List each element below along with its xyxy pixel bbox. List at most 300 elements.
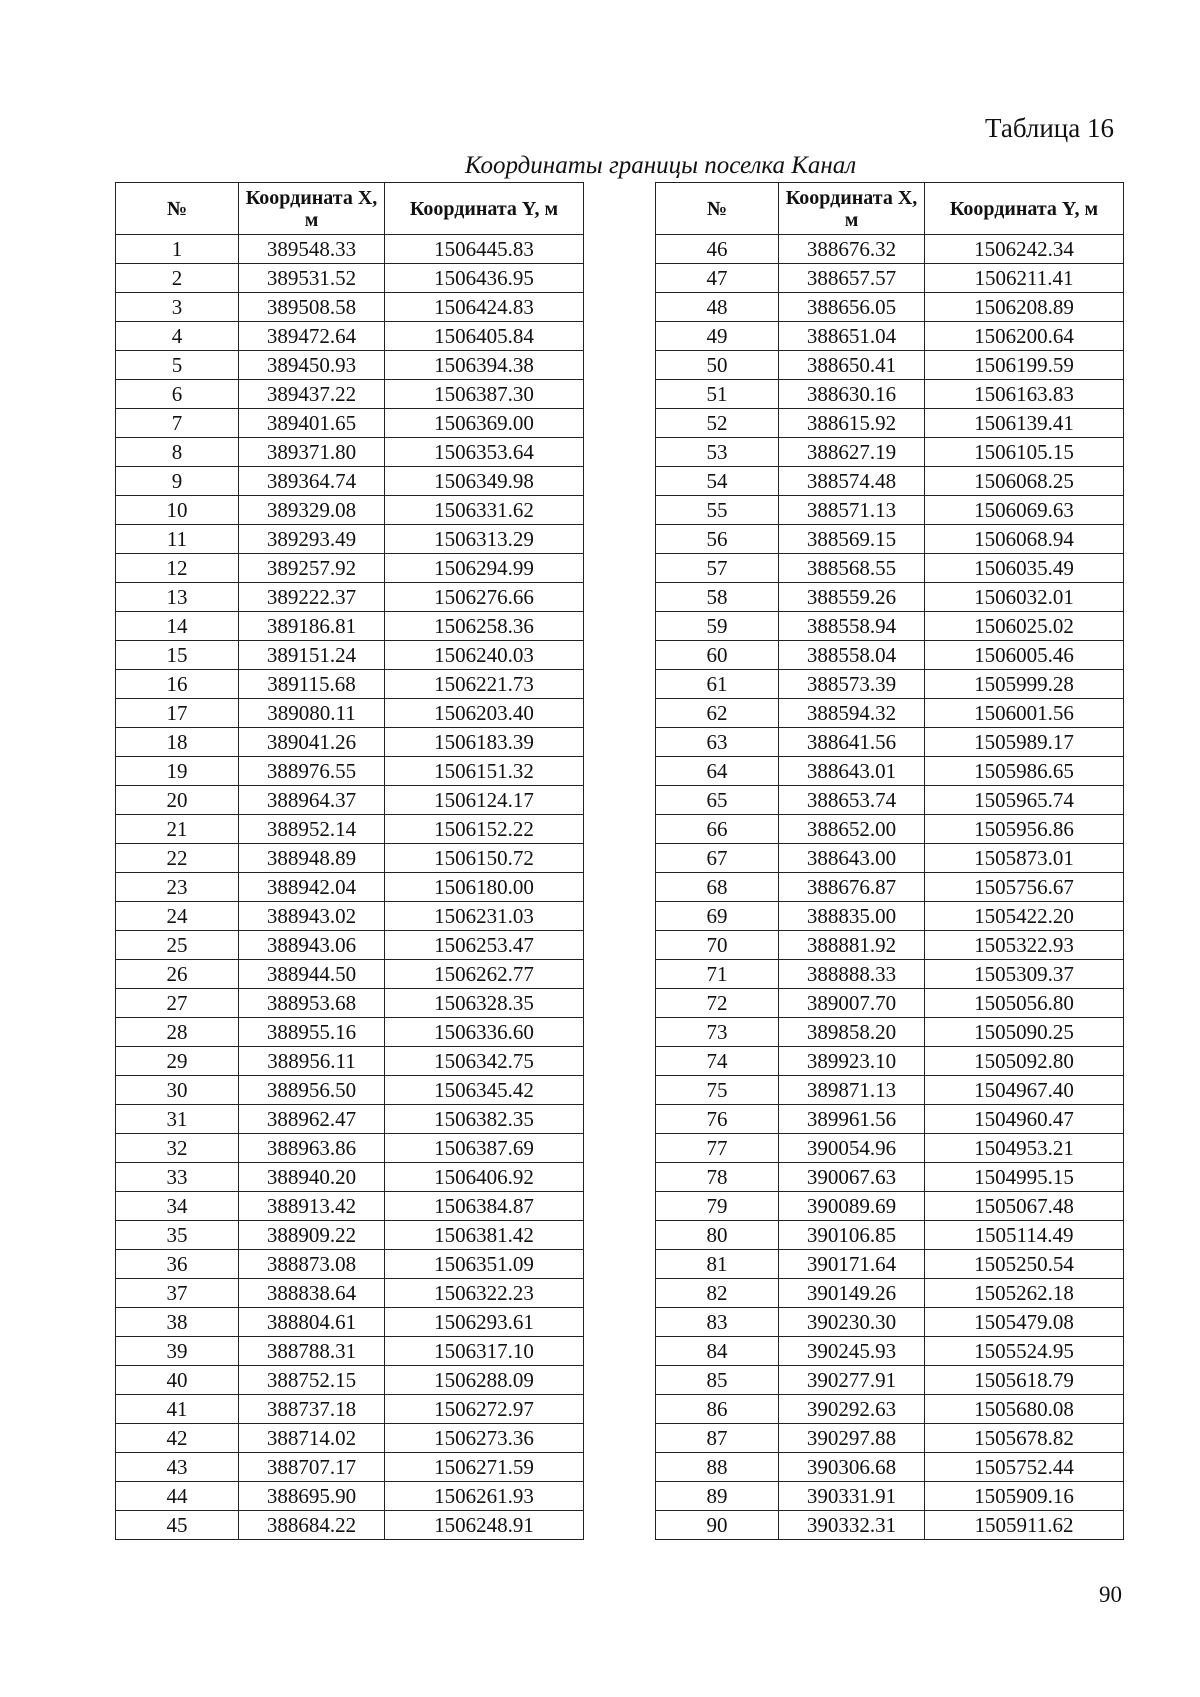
table-row xyxy=(656,1105,1124,1134)
table-row xyxy=(116,235,584,264)
cell-y: 1506313.29 xyxy=(385,525,584,554)
cell-number: 76 xyxy=(656,1105,779,1134)
cell-x: 388653.74 xyxy=(779,786,925,815)
cell-x: 390292.63 xyxy=(779,1395,925,1424)
cell-y: 1506180.00 xyxy=(385,873,584,902)
cell-number: 47 xyxy=(656,264,779,293)
cell-x: 388574.48 xyxy=(779,467,925,496)
cell-y: 1506068.25 xyxy=(925,467,1124,496)
cell-y: 1506221.73 xyxy=(385,670,584,699)
column-header-x: Координата X, м xyxy=(779,183,925,235)
cell-y: 1505911.62 xyxy=(925,1511,1124,1540)
table-row xyxy=(656,322,1124,351)
cell-number: 61 xyxy=(656,670,779,699)
cell-y: 1506199.59 xyxy=(925,351,1124,380)
cell-number: 85 xyxy=(656,1366,779,1395)
cell-y: 1506288.09 xyxy=(385,1366,584,1395)
table-row xyxy=(116,1279,584,1308)
cell-x: 389508.58 xyxy=(239,293,385,322)
cell-number: 25 xyxy=(116,931,239,960)
cell-x: 388956.11 xyxy=(239,1047,385,1076)
cell-x: 389007.70 xyxy=(779,989,925,1018)
cell-number: 37 xyxy=(116,1279,239,1308)
table-row xyxy=(656,1163,1124,1192)
table-row xyxy=(116,351,584,380)
cell-y: 1506139.41 xyxy=(925,409,1124,438)
table-row xyxy=(116,1337,584,1366)
cell-x: 389923.10 xyxy=(779,1047,925,1076)
cell-number: 64 xyxy=(656,757,779,786)
table-row xyxy=(116,757,584,786)
cell-y: 1506231.03 xyxy=(385,902,584,931)
table-row xyxy=(116,1047,584,1076)
cell-x: 388559.26 xyxy=(779,583,925,612)
table-row xyxy=(656,1250,1124,1279)
table-row xyxy=(116,989,584,1018)
table-row xyxy=(656,1047,1124,1076)
coordinates-table-left xyxy=(115,182,584,1540)
cell-y: 1506150.72 xyxy=(385,844,584,873)
cell-number: 36 xyxy=(116,1250,239,1279)
cell-number: 26 xyxy=(116,960,239,989)
cell-x: 390297.88 xyxy=(779,1424,925,1453)
table-row xyxy=(656,873,1124,902)
cell-number: 46 xyxy=(656,235,779,264)
table-row xyxy=(116,1511,584,1540)
table-row xyxy=(116,554,584,583)
table-row xyxy=(656,1134,1124,1163)
table-row xyxy=(116,1482,584,1511)
cell-y: 1505680.08 xyxy=(925,1395,1124,1424)
cell-y: 1506105.15 xyxy=(925,438,1124,467)
table-row xyxy=(116,1105,584,1134)
cell-x: 388657.57 xyxy=(779,264,925,293)
table-row xyxy=(656,1395,1124,1424)
table-row xyxy=(656,641,1124,670)
cell-y: 1506069.63 xyxy=(925,496,1124,525)
cell-x: 388714.02 xyxy=(239,1424,385,1453)
cell-x: 388571.13 xyxy=(779,496,925,525)
cell-y: 1504967.40 xyxy=(925,1076,1124,1105)
table-row xyxy=(656,293,1124,322)
cell-x: 388569.15 xyxy=(779,525,925,554)
cell-y: 1506353.64 xyxy=(385,438,584,467)
cell-number: 48 xyxy=(656,293,779,322)
table-row xyxy=(656,786,1124,815)
cell-x: 388956.50 xyxy=(239,1076,385,1105)
cell-number: 16 xyxy=(116,670,239,699)
cell-number: 50 xyxy=(656,351,779,380)
cell-number: 67 xyxy=(656,844,779,873)
cell-y: 1505989.17 xyxy=(925,728,1124,757)
cell-number: 63 xyxy=(656,728,779,757)
cell-x: 390106.85 xyxy=(779,1221,925,1250)
cell-y: 1506272.97 xyxy=(385,1395,584,1424)
cell-x: 388976.55 xyxy=(239,757,385,786)
cell-number: 33 xyxy=(116,1163,239,1192)
table-row xyxy=(116,409,584,438)
cell-y: 1506163.83 xyxy=(925,380,1124,409)
table-row xyxy=(656,960,1124,989)
cell-x: 389080.11 xyxy=(239,699,385,728)
table-row xyxy=(116,467,584,496)
cell-y: 1505986.65 xyxy=(925,757,1124,786)
cell-number: 71 xyxy=(656,960,779,989)
cell-y: 1506248.91 xyxy=(385,1511,584,1540)
cell-number: 24 xyxy=(116,902,239,931)
cell-x: 390245.93 xyxy=(779,1337,925,1366)
cell-number: 17 xyxy=(116,699,239,728)
cell-x: 388955.16 xyxy=(239,1018,385,1047)
coordinates-table-right xyxy=(655,182,1124,1540)
cell-y: 1505250.54 xyxy=(925,1250,1124,1279)
column-header-number: № xyxy=(116,183,239,235)
table-row xyxy=(656,554,1124,583)
cell-number: 27 xyxy=(116,989,239,1018)
cell-y: 1504995.15 xyxy=(925,1163,1124,1192)
cell-number: 69 xyxy=(656,902,779,931)
cell-y: 1506242.34 xyxy=(925,235,1124,264)
cell-x: 389871.13 xyxy=(779,1076,925,1105)
cell-x: 388656.05 xyxy=(779,293,925,322)
cell-y: 1506351.09 xyxy=(385,1250,584,1279)
cell-number: 3 xyxy=(116,293,239,322)
cell-x: 389329.08 xyxy=(239,496,385,525)
table-row xyxy=(656,525,1124,554)
table-caption: Координаты границы поселка Канал xyxy=(464,152,857,179)
cell-number: 54 xyxy=(656,467,779,496)
table-row xyxy=(116,1076,584,1105)
cell-x: 388964.37 xyxy=(239,786,385,815)
cell-y: 1506322.23 xyxy=(385,1279,584,1308)
cell-number: 11 xyxy=(116,525,239,554)
cell-x: 388630.16 xyxy=(779,380,925,409)
cell-y: 1506293.61 xyxy=(385,1308,584,1337)
table-row xyxy=(656,699,1124,728)
table-row xyxy=(656,902,1124,931)
cell-x: 390149.26 xyxy=(779,1279,925,1308)
cell-y: 1505909.16 xyxy=(925,1482,1124,1511)
cell-y: 1505262.18 xyxy=(925,1279,1124,1308)
cell-number: 20 xyxy=(116,786,239,815)
cell-number: 53 xyxy=(656,438,779,467)
table-row xyxy=(656,612,1124,641)
cell-number: 34 xyxy=(116,1192,239,1221)
cell-number: 10 xyxy=(116,496,239,525)
cell-y: 1505479.08 xyxy=(925,1308,1124,1337)
cell-y: 1506436.95 xyxy=(385,264,584,293)
cell-x: 388627.19 xyxy=(779,438,925,467)
cell-x: 388835.00 xyxy=(779,902,925,931)
cell-y: 1506151.32 xyxy=(385,757,584,786)
cell-number: 49 xyxy=(656,322,779,351)
cell-number: 80 xyxy=(656,1221,779,1250)
table-row xyxy=(116,815,584,844)
table-row xyxy=(656,1279,1124,1308)
cell-number: 73 xyxy=(656,1018,779,1047)
cell-number: 21 xyxy=(116,815,239,844)
cell-y: 1505114.49 xyxy=(925,1221,1124,1250)
cell-number: 39 xyxy=(116,1337,239,1366)
cell-number: 38 xyxy=(116,1308,239,1337)
cell-y: 1505756.67 xyxy=(925,873,1124,902)
cell-x: 388909.22 xyxy=(239,1221,385,1250)
cell-number: 31 xyxy=(116,1105,239,1134)
cell-y: 1506035.49 xyxy=(925,554,1124,583)
table-row xyxy=(116,1018,584,1047)
cell-x: 388643.00 xyxy=(779,844,925,873)
cell-y: 1506445.83 xyxy=(385,235,584,264)
table-header-row xyxy=(656,183,1124,235)
table-row xyxy=(656,409,1124,438)
cell-y: 1506405.84 xyxy=(385,322,584,351)
table-row xyxy=(116,873,584,902)
cell-number: 59 xyxy=(656,612,779,641)
table-row xyxy=(656,467,1124,496)
cell-y: 1506152.22 xyxy=(385,815,584,844)
table-row xyxy=(656,1221,1124,1250)
cell-y: 1506258.36 xyxy=(385,612,584,641)
cell-x: 388695.90 xyxy=(239,1482,385,1511)
cell-y: 1506331.62 xyxy=(385,496,584,525)
table-row xyxy=(656,1482,1124,1511)
cell-y: 1506001.56 xyxy=(925,699,1124,728)
cell-number: 70 xyxy=(656,931,779,960)
cell-number: 72 xyxy=(656,989,779,1018)
cell-number: 42 xyxy=(116,1424,239,1453)
table-row xyxy=(656,728,1124,757)
cell-y: 1506262.77 xyxy=(385,960,584,989)
cell-number: 87 xyxy=(656,1424,779,1453)
cell-y: 1506382.35 xyxy=(385,1105,584,1134)
cell-x: 388881.92 xyxy=(779,931,925,960)
cell-number: 35 xyxy=(116,1221,239,1250)
cell-y: 1506183.39 xyxy=(385,728,584,757)
cell-x: 388940.20 xyxy=(239,1163,385,1192)
cell-x: 390332.31 xyxy=(779,1511,925,1540)
cell-y: 1505422.20 xyxy=(925,902,1124,931)
table-row xyxy=(656,351,1124,380)
table-row xyxy=(116,1308,584,1337)
cell-x: 388573.39 xyxy=(779,670,925,699)
cell-y: 1506387.30 xyxy=(385,380,584,409)
cell-x: 388615.92 xyxy=(779,409,925,438)
table-row xyxy=(116,728,584,757)
cell-y: 1506345.42 xyxy=(385,1076,584,1105)
cell-number: 32 xyxy=(116,1134,239,1163)
cell-y: 1506261.93 xyxy=(385,1482,584,1511)
table-row xyxy=(656,235,1124,264)
table-header-row xyxy=(116,183,584,235)
cell-x: 388558.04 xyxy=(779,641,925,670)
table-row xyxy=(116,1366,584,1395)
cell-number: 52 xyxy=(656,409,779,438)
cell-x: 388888.33 xyxy=(779,960,925,989)
cell-number: 8 xyxy=(116,438,239,467)
cell-y: 1506203.40 xyxy=(385,699,584,728)
cell-x: 388962.47 xyxy=(239,1105,385,1134)
cell-y: 1506394.38 xyxy=(385,351,584,380)
table-row xyxy=(656,496,1124,525)
cell-number: 44 xyxy=(116,1482,239,1511)
table-row xyxy=(116,322,584,351)
cell-x: 388643.01 xyxy=(779,757,925,786)
cell-y: 1506271.59 xyxy=(385,1453,584,1482)
table-row xyxy=(656,583,1124,612)
cell-x: 388737.18 xyxy=(239,1395,385,1424)
cell-y: 1505090.25 xyxy=(925,1018,1124,1047)
table-row xyxy=(116,902,584,931)
cell-number: 43 xyxy=(116,1453,239,1482)
cell-x: 388838.64 xyxy=(239,1279,385,1308)
page-number: 90 xyxy=(1099,1582,1122,1607)
table-row xyxy=(116,699,584,728)
table-row xyxy=(656,989,1124,1018)
cell-y: 1506032.01 xyxy=(925,583,1124,612)
cell-x: 388676.87 xyxy=(779,873,925,902)
cell-number: 5 xyxy=(116,351,239,380)
cell-y: 1506005.46 xyxy=(925,641,1124,670)
table-row xyxy=(116,496,584,525)
cell-number: 77 xyxy=(656,1134,779,1163)
cell-y: 1505956.86 xyxy=(925,815,1124,844)
cell-x: 390067.63 xyxy=(779,1163,925,1192)
table-row xyxy=(116,786,584,815)
cell-x: 388942.04 xyxy=(239,873,385,902)
cell-x: 390230.30 xyxy=(779,1308,925,1337)
cell-number: 79 xyxy=(656,1192,779,1221)
cell-y: 1505309.37 xyxy=(925,960,1124,989)
cell-y: 1505965.74 xyxy=(925,786,1124,815)
cell-number: 2 xyxy=(116,264,239,293)
cell-y: 1506328.35 xyxy=(385,989,584,1018)
table-row xyxy=(116,960,584,989)
table-row xyxy=(656,815,1124,844)
cell-x: 389437.22 xyxy=(239,380,385,409)
cell-x: 388952.14 xyxy=(239,815,385,844)
cell-x: 390306.68 xyxy=(779,1453,925,1482)
cell-x: 388913.42 xyxy=(239,1192,385,1221)
cell-x: 389293.49 xyxy=(239,525,385,554)
cell-number: 41 xyxy=(116,1395,239,1424)
cell-x: 389115.68 xyxy=(239,670,385,699)
table-row xyxy=(656,380,1124,409)
cell-number: 29 xyxy=(116,1047,239,1076)
table-row xyxy=(116,1192,584,1221)
cell-y: 1506369.00 xyxy=(385,409,584,438)
table-row xyxy=(116,438,584,467)
cell-y: 1506406.92 xyxy=(385,1163,584,1192)
table-row xyxy=(116,612,584,641)
table-row xyxy=(116,293,584,322)
cell-x: 388873.08 xyxy=(239,1250,385,1279)
cell-x: 388943.06 xyxy=(239,931,385,960)
cell-number: 4 xyxy=(116,322,239,351)
table-row xyxy=(116,264,584,293)
table-row xyxy=(656,931,1124,960)
cell-number: 15 xyxy=(116,641,239,670)
cell-x: 388558.94 xyxy=(779,612,925,641)
cell-y: 1506208.89 xyxy=(925,293,1124,322)
table-row xyxy=(656,1308,1124,1337)
cell-x: 390331.91 xyxy=(779,1482,925,1511)
cell-x: 388568.55 xyxy=(779,554,925,583)
table-row xyxy=(116,1424,584,1453)
cell-number: 23 xyxy=(116,873,239,902)
table-row xyxy=(116,380,584,409)
cell-number: 1 xyxy=(116,235,239,264)
cell-x: 389548.33 xyxy=(239,235,385,264)
cell-number: 75 xyxy=(656,1076,779,1105)
cell-x: 389450.93 xyxy=(239,351,385,380)
cell-x: 389371.80 xyxy=(239,438,385,467)
cell-x: 388594.32 xyxy=(779,699,925,728)
cell-y: 1505873.01 xyxy=(925,844,1124,873)
cell-y: 1506273.36 xyxy=(385,1424,584,1453)
cell-number: 56 xyxy=(656,525,779,554)
cell-number: 86 xyxy=(656,1395,779,1424)
table-row xyxy=(656,844,1124,873)
cell-x: 388650.41 xyxy=(779,351,925,380)
cell-y: 1506336.60 xyxy=(385,1018,584,1047)
cell-y: 1506387.69 xyxy=(385,1134,584,1163)
cell-y: 1505999.28 xyxy=(925,670,1124,699)
cell-number: 51 xyxy=(656,380,779,409)
cell-number: 90 xyxy=(656,1511,779,1540)
cell-x: 388943.02 xyxy=(239,902,385,931)
table-row xyxy=(656,1453,1124,1482)
table-row xyxy=(116,1250,584,1279)
table-row xyxy=(656,1018,1124,1047)
cell-number: 12 xyxy=(116,554,239,583)
table-row xyxy=(656,670,1124,699)
cell-number: 7 xyxy=(116,409,239,438)
table-row xyxy=(656,1337,1124,1366)
cell-number: 19 xyxy=(116,757,239,786)
cell-y: 1505524.95 xyxy=(925,1337,1124,1366)
cell-x: 388804.61 xyxy=(239,1308,385,1337)
table-row xyxy=(116,1163,584,1192)
cell-y: 1506294.99 xyxy=(385,554,584,583)
cell-x: 388707.17 xyxy=(239,1453,385,1482)
cell-number: 57 xyxy=(656,554,779,583)
cell-x: 388948.89 xyxy=(239,844,385,873)
table-row xyxy=(116,670,584,699)
cell-y: 1506349.98 xyxy=(385,467,584,496)
cell-y: 1505752.44 xyxy=(925,1453,1124,1482)
cell-x: 388963.86 xyxy=(239,1134,385,1163)
cell-number: 22 xyxy=(116,844,239,873)
table-row xyxy=(656,264,1124,293)
cell-x: 388953.68 xyxy=(239,989,385,1018)
cell-y: 1506068.94 xyxy=(925,525,1124,554)
cell-y: 1506240.03 xyxy=(385,641,584,670)
cell-y: 1506276.66 xyxy=(385,583,584,612)
cell-number: 9 xyxy=(116,467,239,496)
cell-number: 13 xyxy=(116,583,239,612)
cell-x: 388684.22 xyxy=(239,1511,385,1540)
cell-x: 390054.96 xyxy=(779,1134,925,1163)
table-row xyxy=(656,1424,1124,1453)
cell-x: 388752.15 xyxy=(239,1366,385,1395)
cell-number: 62 xyxy=(656,699,779,728)
cell-x: 389531.52 xyxy=(239,264,385,293)
table-row xyxy=(656,757,1124,786)
cell-number: 81 xyxy=(656,1250,779,1279)
table-row xyxy=(116,583,584,612)
cell-x: 389961.56 xyxy=(779,1105,925,1134)
cell-y: 1506384.87 xyxy=(385,1192,584,1221)
